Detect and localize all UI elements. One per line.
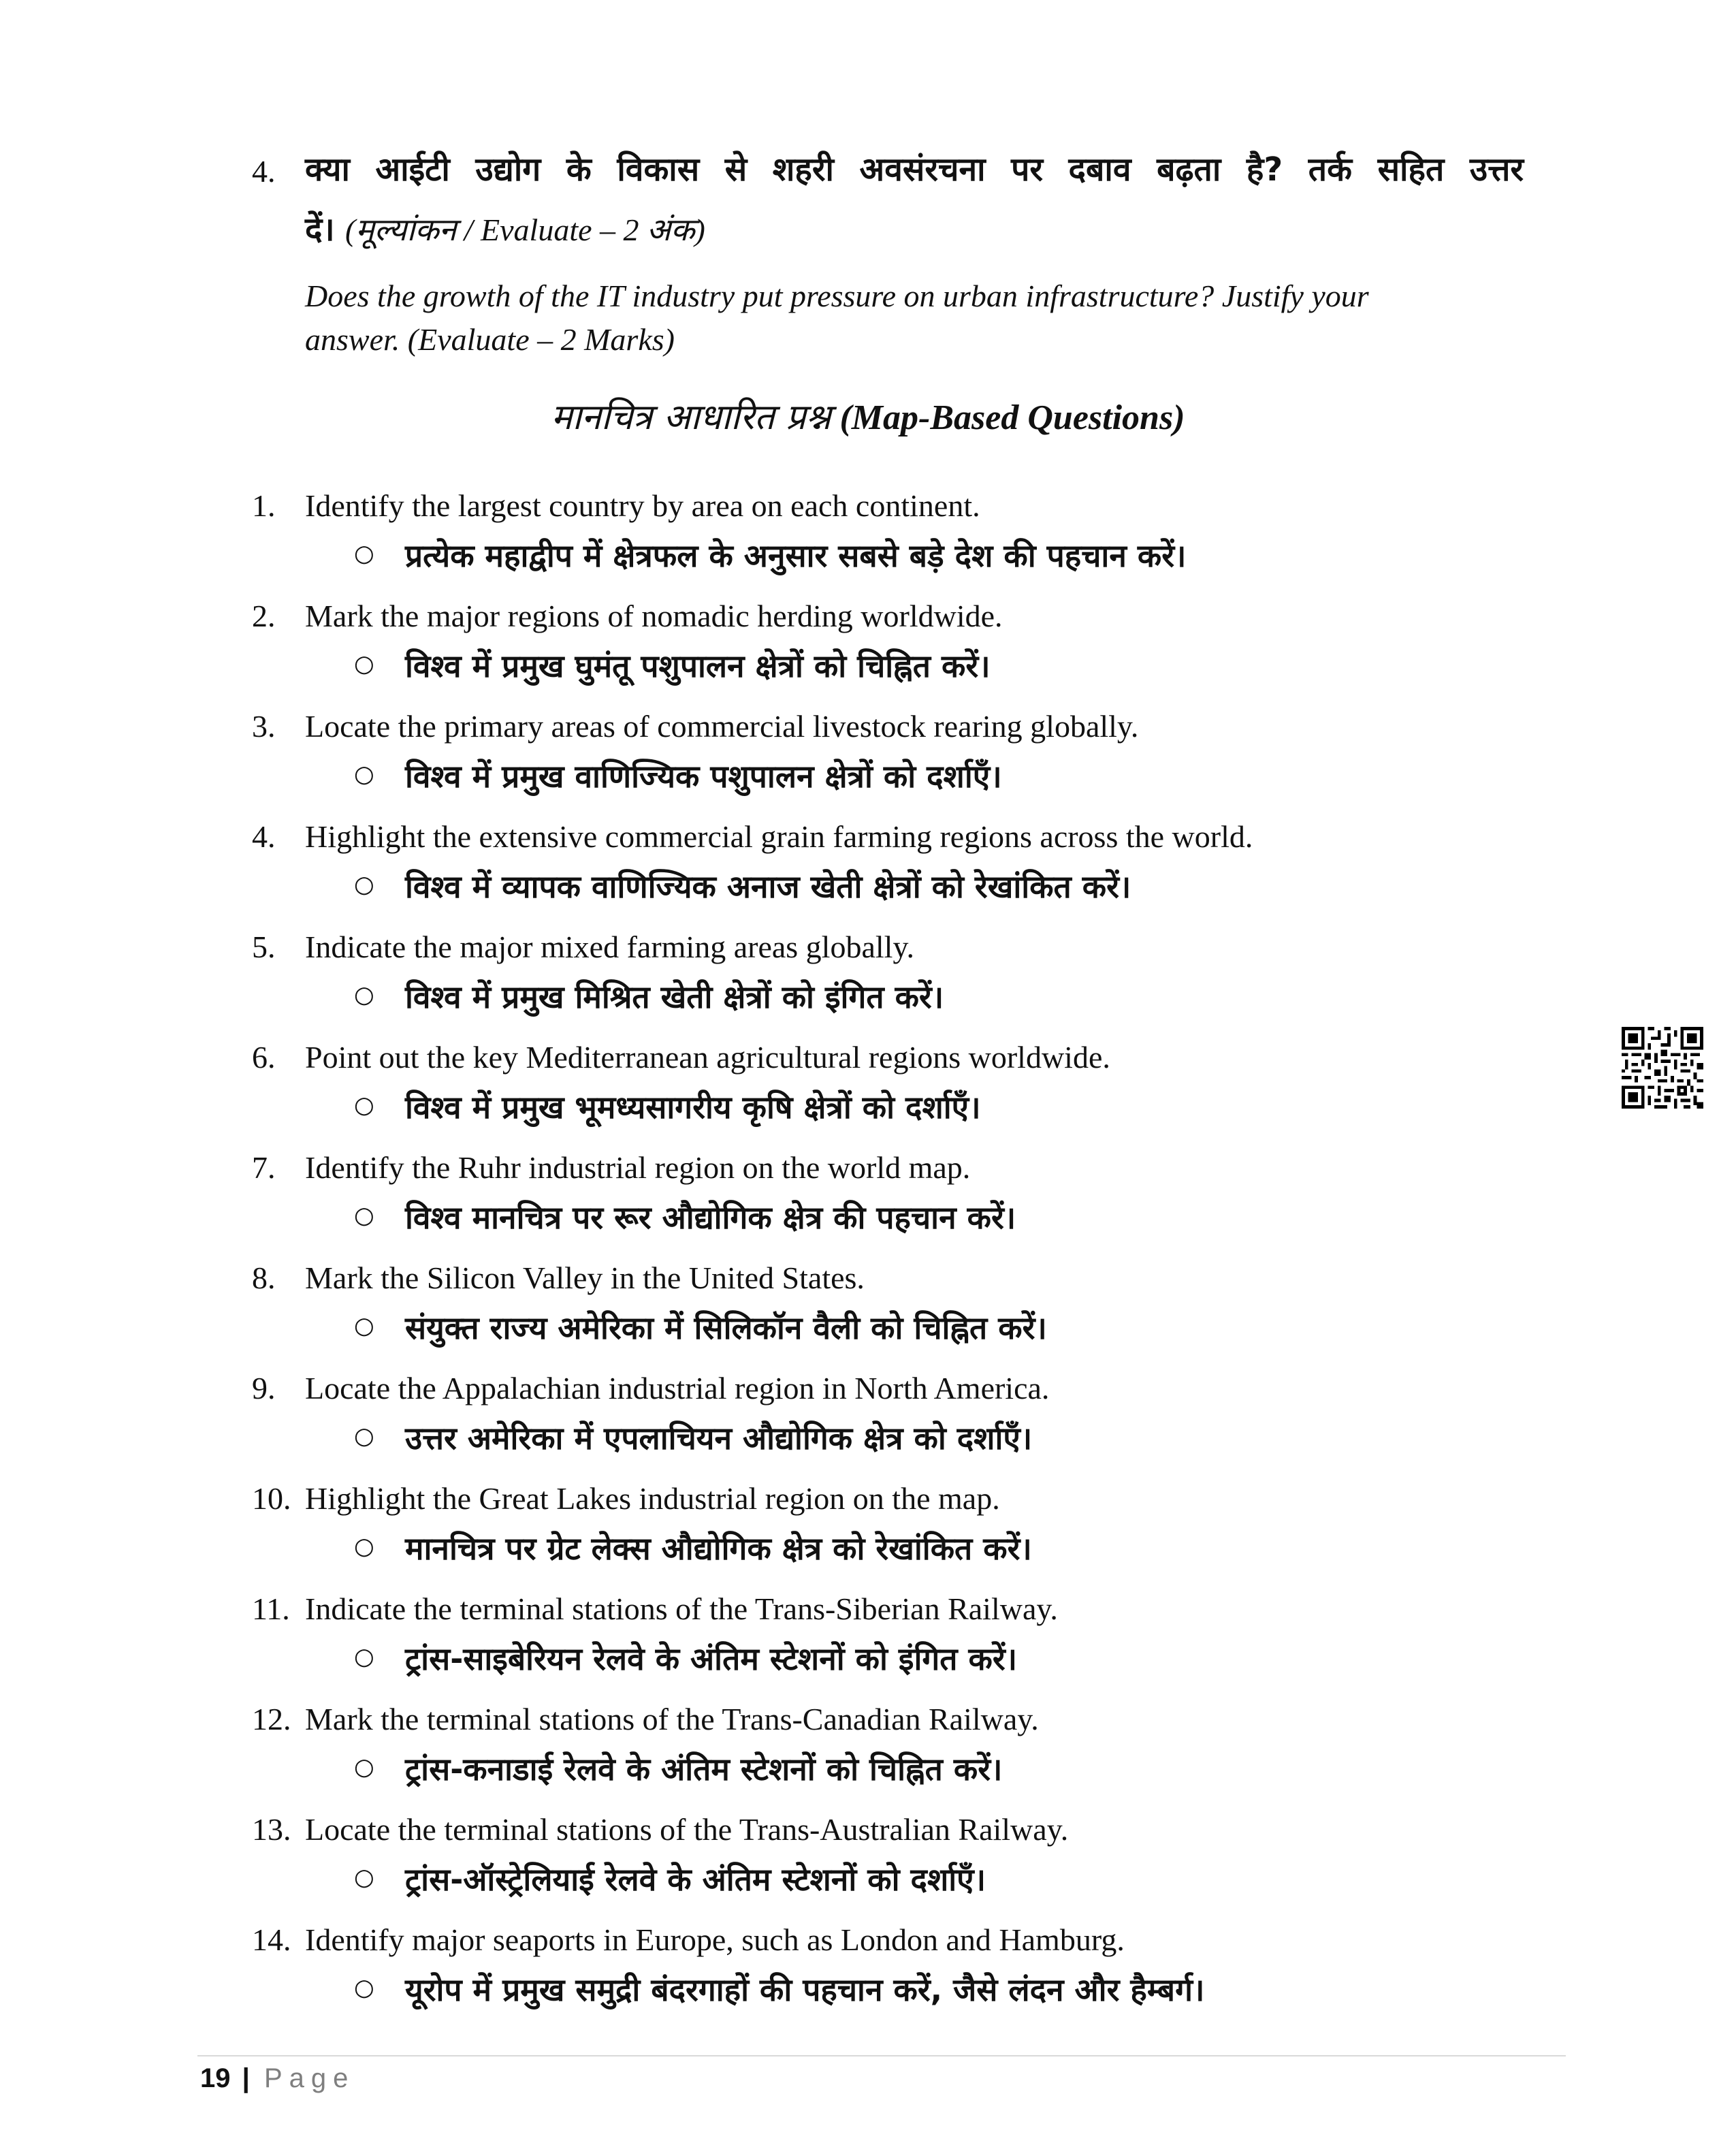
question-item	[252, 1036, 1545, 1147]
question-hindi: विश्व में व्यापक वाणिज्यिक अनाज खेती क्षेत्रों को रेखांकित करें।	[405, 868, 1131, 905]
question-number: 7.	[252, 1150, 276, 1185]
question-hindi: मानचित्र पर ग्रेट लेक्स औद्योगिक क्षेत्र को रेखांकित करें।	[405, 1530, 1032, 1567]
question-english: Mark the Silicon Valley in the United States.	[305, 1260, 865, 1295]
circle-bullet-icon: ○	[354, 761, 374, 788]
question-number: 2.	[252, 599, 276, 633]
question-item	[252, 1478, 1545, 1588]
question-item	[252, 1809, 1545, 1919]
footer-separator: |	[242, 2063, 250, 2093]
question-hindi: विश्व में प्रमुख घुमंतू पशुपालन क्षेत्रों को चिह्नित करें।	[405, 648, 991, 684]
section-heading	[0, 392, 1736, 440]
question-number: 11.	[252, 1591, 290, 1626]
question-item	[252, 1588, 1545, 1698]
question-4-number: 4.	[252, 154, 276, 189]
question-4-hindi-line-1: क्या आईटी उद्योग के विकास से शहरी अवसंरचना पर दबाव बढ़ता है? तर्क सहित उत्तर	[305, 150, 1524, 189]
question-4-block	[252, 140, 1532, 357]
question-4-english-line-1: Does the growth of the IT industry put pressure on urban infrastructure? Justify your	[305, 279, 1369, 313]
footer-rule	[197, 2055, 1566, 2056]
question-hindi: प्रत्येक महाद्वीप में क्षेत्रफल के अनुसार सबसे बड़े देश की पहचान करें।	[405, 537, 1187, 574]
question-item	[252, 485, 1545, 595]
question-number: 13.	[252, 1812, 291, 1847]
question-hindi: यूरोप में प्रमुख समुद्री बंदरगाहों की पहचान करें, जैसे लंदन और हैम्बर्ग।	[405, 1971, 1205, 2008]
question-english: Identify major seaports in Europe, such as London and Hamburg.	[305, 1922, 1125, 1957]
circle-bullet-icon: ○	[354, 1864, 374, 1891]
question-item	[252, 1698, 1545, 1809]
circle-bullet-icon: ○	[354, 650, 374, 678]
question-number: 6.	[252, 1040, 276, 1075]
question-hindi: संयुक्त राज्य अमेरिका में सिलिकॉन वैली को चिह्नित करें।	[405, 1309, 1047, 1346]
question-item	[252, 1147, 1545, 1257]
question-item	[252, 705, 1545, 816]
question-english: Identify the largest country by area on each continent.	[305, 488, 980, 523]
question-english: Indicate the major mixed farming areas globally.	[305, 930, 914, 964]
map-questions-list	[252, 485, 1545, 2029]
question-hindi: ट्रांस-साइबेरियन रेलवे के अंतिम स्टेशनों को इंगित करें।	[405, 1640, 1018, 1677]
question-hindi: उत्तर अमेरिका में एपलाचियन औद्योगिक क्षेत्र को दर्शाएँ।	[405, 1420, 1033, 1457]
question-number: 9.	[252, 1371, 276, 1405]
question-english: Identify the Ruhr industrial region on the world map.	[305, 1150, 971, 1185]
question-4-english	[305, 274, 1503, 362]
question-4-english-line-2: answer. (Evaluate – 2 Marks)	[305, 322, 675, 357]
section-heading-english: (Map-Based Questions)	[839, 398, 1185, 437]
question-hindi: विश्व में प्रमुख मिश्रित खेती क्षेत्रों को इंगित करें।	[405, 979, 944, 1015]
question-number: 14.	[252, 1922, 291, 1957]
page-number: 19	[200, 2063, 231, 2093]
circle-bullet-icon: ○	[354, 540, 374, 567]
question-english: Locate the terminal stations of the Trans-Australian Railway.	[305, 1812, 1069, 1847]
question-4-line-1	[252, 140, 1532, 206]
question-item	[252, 1919, 1545, 2029]
circle-bullet-icon: ○	[354, 1533, 374, 1560]
question-item	[252, 1367, 1545, 1478]
question-english: Highlight the Great Lakes industrial region on the map.	[305, 1481, 1000, 1516]
section-heading-hindi: मानचित्र आधारित प्रश्न	[551, 397, 831, 438]
question-english: Mark the terminal stations of the Trans-Canadian Railway.	[305, 1702, 1039, 1736]
circle-bullet-icon: ○	[354, 981, 374, 1008]
question-english: Locate the Appalachian industrial region in North America.	[305, 1371, 1050, 1405]
question-english: Point out the key Mediterranean agricultural regions worldwide.	[305, 1040, 1110, 1075]
question-hindi: विश्व मानचित्र पर रूर औद्योगिक क्षेत्र की पहचान करें।	[405, 1199, 1016, 1236]
question-hindi: विश्व में प्रमुख भूमध्यसागरीय कृषि क्षेत्रों को दर्शाएँ।	[405, 1089, 981, 1126]
question-4-hindi-end: दें।	[305, 210, 335, 249]
question-hindi: ट्रांस-कनाडाई रेलवे के अंतिम स्टेशनों को चिह्नित करें।	[405, 1751, 1003, 1788]
question-english: Mark the major regions of nomadic herding worldwide.	[305, 599, 1003, 633]
question-4-marks-tag: (मूल्यांकन / Evaluate – 2 अंक)	[344, 212, 705, 247]
question-4-hindi-line-2	[305, 206, 705, 251]
qr-code-icon[interactable]	[1622, 1027, 1703, 1109]
question-item	[252, 595, 1545, 705]
circle-bullet-icon: ○	[354, 1974, 374, 2001]
question-hindi: ट्रांस-ऑस्ट्रेलियाई रेलवे के अंतिम स्टेशनों को दर्शाएँ।	[405, 1861, 986, 1898]
question-english: Locate the primary areas of commercial livestock rearing globally.	[305, 709, 1139, 744]
page-footer	[200, 2063, 355, 2094]
circle-bullet-icon: ○	[354, 1643, 374, 1670]
question-item	[252, 926, 1545, 1036]
question-number: 1.	[252, 488, 276, 523]
question-item	[252, 1257, 1545, 1367]
question-number: 12.	[252, 1702, 291, 1736]
question-4-line-2	[252, 206, 1532, 273]
question-english: Indicate the terminal stations of the Trans-Siberian Railway.	[305, 1591, 1058, 1626]
question-number: 10.	[252, 1481, 291, 1516]
question-number: 4.	[252, 819, 276, 854]
question-item	[252, 816, 1545, 926]
question-number: 5.	[252, 930, 276, 964]
circle-bullet-icon: ○	[354, 1092, 374, 1119]
page-label: Page	[263, 2063, 355, 2093]
circle-bullet-icon: ○	[354, 1423, 374, 1450]
circle-bullet-icon: ○	[354, 1202, 374, 1229]
question-number: 3.	[252, 709, 276, 744]
circle-bullet-icon: ○	[354, 871, 374, 898]
circle-bullet-icon: ○	[354, 1312, 374, 1339]
question-number: 8.	[252, 1260, 276, 1295]
question-hindi: विश्व में प्रमुख वाणिज्यिक पशुपालन क्षेत्रों को दर्शाएँ।	[405, 758, 1002, 795]
question-english: Highlight the extensive commercial grain farming regions across the world.	[305, 819, 1253, 854]
circle-bullet-icon: ○	[354, 1753, 374, 1781]
